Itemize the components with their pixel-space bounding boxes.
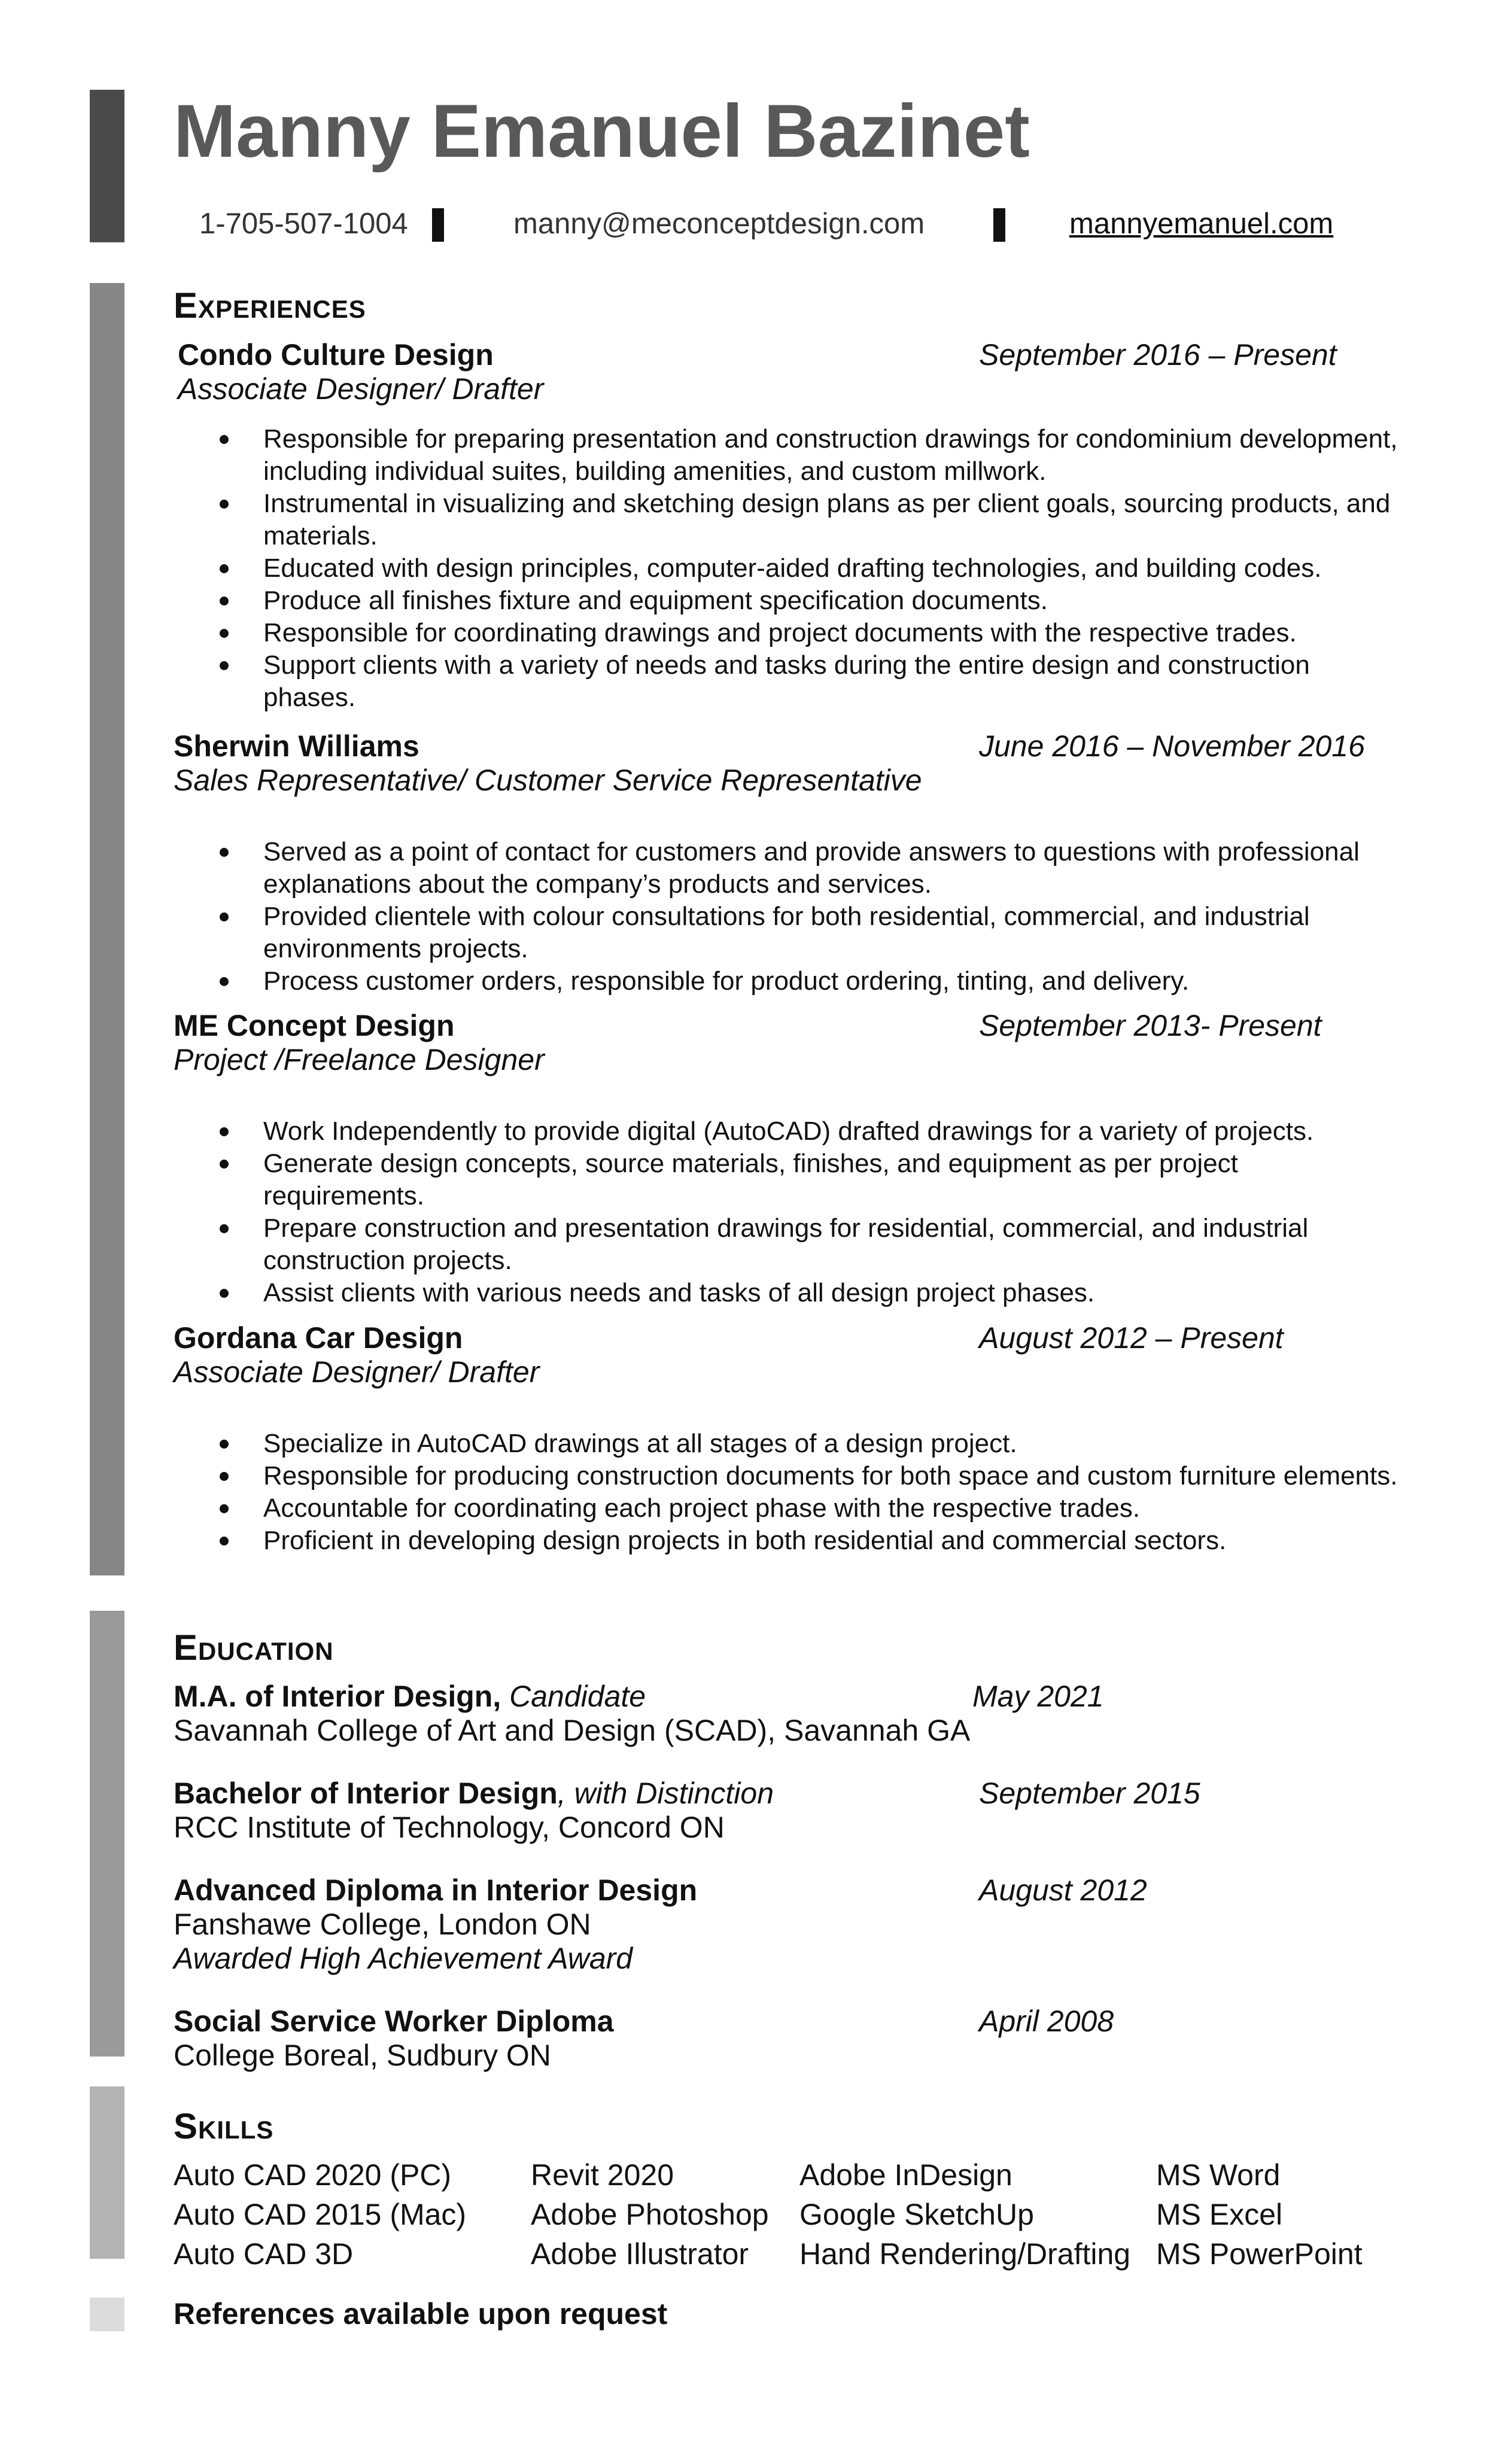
experiences-heading: Experiences <box>174 285 366 326</box>
skill-item: Adobe Photoshop <box>531 2198 769 2231</box>
education-date: September 2015 <box>979 1776 1200 1810</box>
phone-number: 1-705-507-1004 <box>199 208 408 240</box>
list-item: Accountable for coordinating each project phase with the respective trades. <box>263 1492 1400 1525</box>
job-dates: June 2016 – November 2016 <box>979 729 1365 763</box>
degree-qualifier: , with Distinction <box>557 1776 774 1810</box>
school-name: RCC Institute of Technology, Concord ON <box>174 1811 725 1844</box>
list-item: Prepare construction and presentation drawings for residential, commercial, and industrial construction projects. <box>263 1212 1400 1277</box>
education-degree <box>174 1872 697 1908</box>
education-date: May 2021 <box>972 1680 1104 1713</box>
education-degree <box>174 1775 774 1811</box>
school-name: Fanshawe College, London ON <box>174 1908 591 1941</box>
skill-item: Auto CAD 3D <box>174 2237 354 2271</box>
job-dates: September 2013- Present <box>979 1009 1322 1042</box>
school-name: Savannah College of Art and Design (SCAD), Savannah GA <box>174 1714 971 1747</box>
list-item: Produce all finishes fixture and equipment specification documents. <box>263 585 1400 617</box>
contact-separator <box>432 208 444 242</box>
list-item: Process customer orders, responsible for product ordering, tinting, and delivery. <box>263 965 1400 997</box>
skill-item: Adobe Illustrator <box>531 2237 749 2271</box>
job-bullet-list <box>263 1115 1400 1309</box>
references-note: References available upon request <box>174 2297 668 2331</box>
job-bullet-list <box>263 423 1400 714</box>
degree-name: Social Service Worker Diploma <box>174 2004 614 2038</box>
skill-item: MS Word <box>1156 2158 1281 2192</box>
references-accent-bar <box>90 2298 124 2331</box>
skill-item: MS PowerPoint <box>1156 2237 1363 2271</box>
job-dates: September 2016 – Present <box>979 338 1337 372</box>
skill-item: MS Excel <box>1156 2198 1283 2231</box>
list-item: Work Independently to provide digital (AutoCAD) drafted drawings for a variety of projects. <box>263 1115 1400 1148</box>
email-address: manny@meconceptdesign.com <box>513 208 925 240</box>
list-item: Specialize in AutoCAD drawings at all stages of a design project. <box>263 1428 1400 1460</box>
list-item: Assist clients with various needs and tasks of all design project phases. <box>263 1277 1400 1309</box>
job-role: Associate Designer/ Drafter <box>178 372 544 406</box>
company-name: Condo Culture Design <box>178 338 494 372</box>
education-accent-bar <box>90 1611 124 2057</box>
company-name: Gordana Car Design <box>174 1321 463 1355</box>
list-item: Responsible for coordinating drawings and project documents with the respective trades. <box>263 617 1400 649</box>
education-heading: Education <box>174 1628 334 1668</box>
skill-item: Hand Rendering/Drafting <box>799 2237 1131 2271</box>
job-bullet-list <box>263 1428 1400 1557</box>
degree-name: M.A. of Interior Design, <box>174 1680 501 1713</box>
list-item: Support clients with a variety of needs and tasks during the entire design and construction phases. <box>263 649 1400 714</box>
list-item: Served as a point of contact for customers and provide answers to questions with professional explanations about the company’s products and services. <box>263 836 1400 901</box>
skill-item: Adobe InDesign <box>799 2158 1012 2192</box>
list-item: Provided clientele with colour consultations for both residential, commercial, and industrial environments projects. <box>263 901 1400 965</box>
list-item: Responsible for preparing presentation and construction drawings for condominium development, including individual suites, building amenities, and custom millwork. <box>263 423 1400 488</box>
job-role: Associate Designer/ Drafter <box>174 1355 540 1389</box>
education-degree <box>174 1678 646 1714</box>
skill-item: Revit 2020 <box>531 2158 674 2192</box>
list-item: Responsible for producing construction documents for both space and custom furniture elements. <box>263 1460 1400 1492</box>
job-role: Project /Freelance Designer <box>174 1043 545 1076</box>
list-item: Instrumental in visualizing and sketching design plans as per client goals, sourcing products, and materials. <box>263 488 1400 552</box>
skill-item: Auto CAD 2015 (Mac) <box>174 2198 467 2231</box>
resume-name: Manny Emanuel Bazinet <box>174 90 1030 173</box>
list-item: Educated with design principles, computer-aided drafting technologies, and building codes. <box>263 552 1400 585</box>
degree-name: Advanced Diploma in Interior Design <box>174 1873 698 1907</box>
job-dates: August 2012 – Present <box>979 1321 1284 1355</box>
job-role: Sales Representative/ Customer Service Representative <box>174 763 922 797</box>
degree-qualifier: Candidate <box>501 1680 646 1713</box>
education-award: Awarded High Achievement Award <box>174 1942 633 1975</box>
school-name: College Boreal, Sudbury ON <box>174 2039 551 2072</box>
job-bullet-list <box>263 836 1400 997</box>
skill-item: Google SketchUp <box>799 2198 1034 2231</box>
education-date: April 2008 <box>979 2004 1114 2038</box>
company-name: Sherwin Williams <box>174 729 419 763</box>
education-date: August 2012 <box>979 1873 1147 1907</box>
company-name: ME Concept Design <box>174 1009 455 1042</box>
skills-accent-bar <box>90 2086 124 2259</box>
website-link[interactable]: mannyemanuel.com <box>1069 208 1334 240</box>
skills-heading: Skills <box>174 2106 274 2146</box>
skill-item: Auto CAD 2020 (PC) <box>174 2158 452 2192</box>
contact-separator <box>993 208 1005 242</box>
header-accent-bar <box>90 90 124 242</box>
experiences-accent-bar <box>90 283 124 1575</box>
list-item: Proficient in developing design projects in both residential and commercial sectors. <box>263 1525 1400 1557</box>
degree-name: Bachelor of Interior Design <box>174 1776 558 1810</box>
list-item: Generate design concepts, source materials, finishes, and equipment as per project requirements. <box>263 1148 1400 1212</box>
education-degree <box>174 2003 614 2039</box>
